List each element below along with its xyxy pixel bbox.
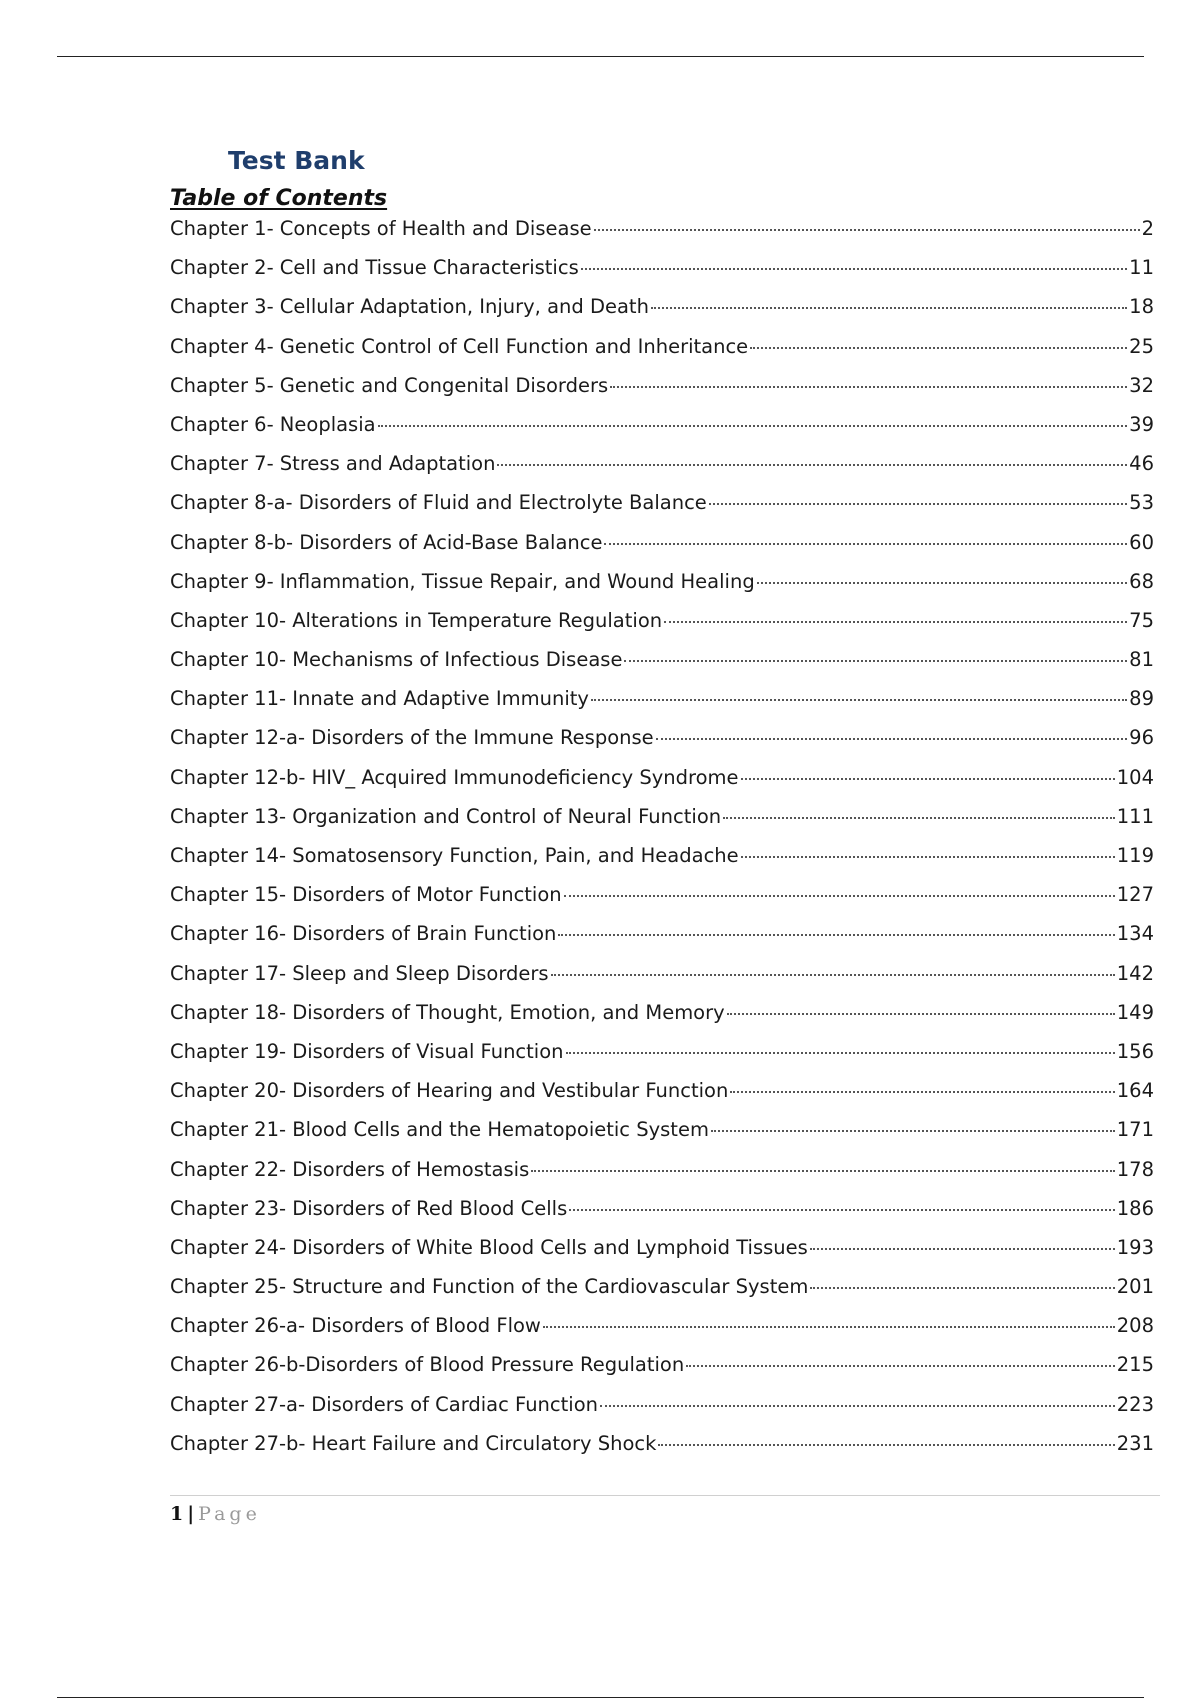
toc-entry-page-number: 104 (1116, 765, 1154, 789)
toc-entry-page-number: 68 (1129, 569, 1154, 593)
toc-entry[interactable] (170, 486, 1154, 525)
toc-entry-page-number: 142 (1116, 961, 1154, 985)
toc-entry[interactable] (170, 447, 1154, 486)
toc-entry[interactable] (170, 878, 1154, 917)
toc-entry-title: Chapter 12-b- HIV_ Acquired Immunodeficiency Syndrome (170, 765, 739, 789)
footer-separator: | (187, 1503, 195, 1525)
toc-dot-leader (497, 464, 1127, 466)
toc-entry[interactable] (170, 761, 1154, 800)
toc-entry-title: Chapter 27-b- Heart Failure and Circulatory Shock (170, 1431, 657, 1455)
toc-dot-leader (711, 1130, 1115, 1132)
toc-dot-leader (723, 817, 1115, 819)
toc-entry-title: Chapter 9- Inflammation, Tissue Repair, and Wound Healing (170, 569, 755, 593)
toc-entry-page-number: 18 (1129, 295, 1154, 319)
toc-entry-page-number: 53 (1129, 491, 1154, 515)
toc-entry-page-number: 119 (1116, 844, 1154, 867)
toc-entry-page-number: 164 (1116, 1079, 1154, 1103)
toc-entry-title: Chapter 12-a- Disorders of the Immune Response (170, 726, 654, 750)
toc-entry-page-number: 46 (1129, 452, 1154, 476)
toc-dot-leader (551, 974, 1115, 976)
toc-entry-title: Chapter 6- Neoplasia (170, 412, 376, 436)
toc-entry[interactable] (170, 1348, 1154, 1387)
toc-entry-page-number: 111 (1116, 804, 1154, 828)
toc-entry[interactable] (170, 1427, 1154, 1466)
toc-entry-title: Chapter 26-b-Disorders of Blood Pressure Regulation (170, 1353, 685, 1377)
toc-entry-page-number: 39 (1129, 412, 1154, 436)
toc-entry[interactable] (170, 565, 1154, 604)
toc-entry-title: Chapter 24- Disorders of White Blood Cells and Lymphoid Tissues (170, 1235, 808, 1259)
toc-entry[interactable] (170, 290, 1154, 329)
footer-page-number: 1 (170, 1503, 184, 1525)
toc-entry-title: Chapter 4- Genetic Control of Cell Function and Inheritance (170, 334, 749, 358)
toc-entry[interactable] (170, 1035, 1154, 1074)
toc-entry[interactable] (170, 526, 1154, 565)
toc-dot-leader (564, 895, 1115, 897)
toc-entry[interactable] (170, 1153, 1154, 1192)
toc-entry-page-number: 149 (1116, 1000, 1154, 1024)
toc-entry-page-number: 25 (1129, 334, 1154, 358)
toc-entry[interactable] (170, 1074, 1154, 1113)
footer-page-label: Page (198, 1503, 261, 1525)
toc-entry[interactable] (170, 1113, 1154, 1152)
toc-dot-leader (741, 778, 1115, 780)
toc-dot-leader (581, 268, 1127, 270)
toc-dot-leader (750, 347, 1127, 349)
toc-entry-page-number: 208 (1116, 1314, 1154, 1338)
toc-entry[interactable] (170, 1231, 1154, 1270)
toc-dot-leader (730, 1091, 1114, 1093)
toc-entry-title: Chapter 8-a- Disorders of Fluid and Electrolyte Balance (170, 491, 707, 515)
toc-entry-title: Chapter 8-b- Disorders of Acid-Base Balance (170, 530, 603, 554)
toc-entry-page-number: 81 (1129, 648, 1154, 672)
toc-entry-title: Chapter 27-a- Disorders of Cardiac Function (170, 1392, 598, 1416)
toc-entry[interactable] (170, 408, 1154, 447)
toc-entry-page-number: 60 (1129, 530, 1154, 554)
toc-entry-page-number: 89 (1129, 687, 1154, 711)
toc-entry-page-number: 231 (1116, 1431, 1154, 1455)
toc-entry[interactable] (170, 251, 1154, 290)
toc-entry-page-number: 134 (1116, 922, 1154, 946)
page-footer (170, 1500, 261, 1528)
toc-entry[interactable] (170, 604, 1154, 643)
toc-entry[interactable] (170, 1388, 1154, 1427)
toc-dot-leader (727, 1013, 1115, 1015)
footer-divider (170, 1495, 1160, 1496)
toc-entry-title: Chapter 21- Blood Cells and the Hematopoietic System (170, 1118, 709, 1142)
toc-entry-title: Chapter 3- Cellular Adaptation, Injury, and Death (170, 295, 649, 319)
toc-dot-leader (378, 425, 1128, 427)
toc-entry[interactable] (170, 721, 1154, 760)
toc-entry[interactable] (170, 800, 1154, 839)
toc-dot-leader (810, 1248, 1115, 1250)
toc-entry-title: Chapter 7- Stress and Adaptation (170, 452, 496, 476)
toc-dot-leader (594, 229, 1140, 231)
toc-entry[interactable] (170, 1309, 1154, 1348)
toc-entry-page-number: 171 (1116, 1118, 1154, 1142)
toc-entry-title: Chapter 5- Genetic and Congenital Disorders (170, 373, 609, 397)
toc-dot-leader (543, 1326, 1115, 1328)
toc-entry[interactable] (170, 917, 1154, 956)
toc-entry-title: Chapter 13- Organization and Control of Neural Function (170, 804, 722, 828)
toc-entry-page-number: 215 (1116, 1353, 1154, 1377)
toc-dot-leader (604, 543, 1127, 545)
toc-heading: Table of Contents (170, 186, 388, 211)
toc-entry[interactable] (170, 682, 1154, 721)
toc-entry-title: Chapter 1- Concepts of Health and Disease (170, 217, 592, 240)
toc-entry-page-number: 75 (1129, 608, 1154, 632)
toc-entry[interactable] (170, 212, 1154, 251)
toc-dot-leader (686, 1365, 1115, 1367)
toc-dot-leader (569, 1209, 1115, 1211)
toc-dot-leader (810, 1287, 1114, 1289)
toc-dot-leader (658, 1444, 1114, 1446)
toc-entry-page-number: 193 (1116, 1235, 1154, 1259)
toc-entry-title: Chapter 10- Alterations in Temperature Regulation (170, 608, 663, 632)
bottom-rule (57, 1697, 1144, 1698)
toc-entry-title: Chapter 26-a- Disorders of Blood Flow (170, 1314, 541, 1338)
toc-dot-leader (624, 660, 1127, 662)
toc-entry-title: Chapter 17- Sleep and Sleep Disorders (170, 961, 549, 985)
toc-entry[interactable] (170, 1270, 1154, 1309)
toc-entry-title: Chapter 25- Structure and Function of the Cardiovascular System (170, 1275, 809, 1299)
toc-entry-title: Chapter 10- Mechanisms of Infectious Disease (170, 648, 623, 672)
toc-entry-page-number: 32 (1129, 373, 1154, 397)
toc-entry-title: Chapter 19- Disorders of Visual Function (170, 1039, 564, 1063)
toc-entry-page-number: 186 (1116, 1196, 1154, 1220)
toc-dot-leader (664, 621, 1127, 623)
toc-dot-leader (558, 934, 1114, 936)
toc-dot-leader (591, 699, 1127, 701)
toc-dot-leader (610, 386, 1127, 388)
toc-dot-leader (651, 307, 1127, 309)
toc-entry-title: Chapter 16- Disorders of Brain Function (170, 922, 557, 946)
toc-entry-title: Chapter 20- Disorders of Hearing and Vestibular Function (170, 1079, 729, 1103)
toc-dot-leader (709, 503, 1127, 505)
toc-entry[interactable] (170, 330, 1154, 369)
toc-entry[interactable] (170, 643, 1154, 682)
toc-entry[interactable] (170, 1192, 1154, 1231)
toc-entry-page-number: 11 (1129, 256, 1154, 280)
toc-entry-page-number: 178 (1116, 1157, 1154, 1181)
toc-entry-title: Chapter 15- Disorders of Motor Function (170, 883, 562, 907)
toc-entry-page-number: 2 (1141, 217, 1154, 240)
toc-dot-leader (741, 856, 1115, 858)
toc-entry-title: Chapter 14- Somatosensory Function, Pain, and Headache (170, 844, 739, 867)
toc-entry-page-number: 223 (1116, 1392, 1154, 1416)
table-of-contents (170, 212, 1154, 1466)
document-title: Test Bank (228, 146, 365, 175)
top-rule (57, 56, 1144, 57)
toc-entry[interactable] (170, 996, 1154, 1035)
toc-dot-leader (600, 1405, 1115, 1407)
toc-dot-leader (566, 1052, 1115, 1054)
toc-dot-leader (531, 1170, 1115, 1172)
toc-entry-title: Chapter 11- Innate and Adaptive Immunity (170, 687, 589, 711)
toc-entry-title: Chapter 2- Cell and Tissue Characteristics (170, 256, 579, 280)
toc-entry-title: Chapter 22- Disorders of Hemostasis (170, 1157, 530, 1181)
toc-entry[interactable] (170, 839, 1154, 878)
toc-dot-leader (757, 582, 1127, 584)
toc-entry-page-number: 127 (1116, 883, 1154, 907)
toc-dot-leader (656, 738, 1128, 740)
toc-entry-page-number: 156 (1116, 1039, 1154, 1063)
toc-entry[interactable] (170, 369, 1154, 408)
toc-entry-page-number: 201 (1116, 1275, 1154, 1299)
toc-entry-title: Chapter 23- Disorders of Red Blood Cells (170, 1196, 568, 1220)
toc-entry[interactable] (170, 957, 1154, 996)
toc-entry-page-number: 96 (1129, 726, 1154, 750)
toc-entry-title: Chapter 18- Disorders of Thought, Emotion, and Memory (170, 1000, 725, 1024)
